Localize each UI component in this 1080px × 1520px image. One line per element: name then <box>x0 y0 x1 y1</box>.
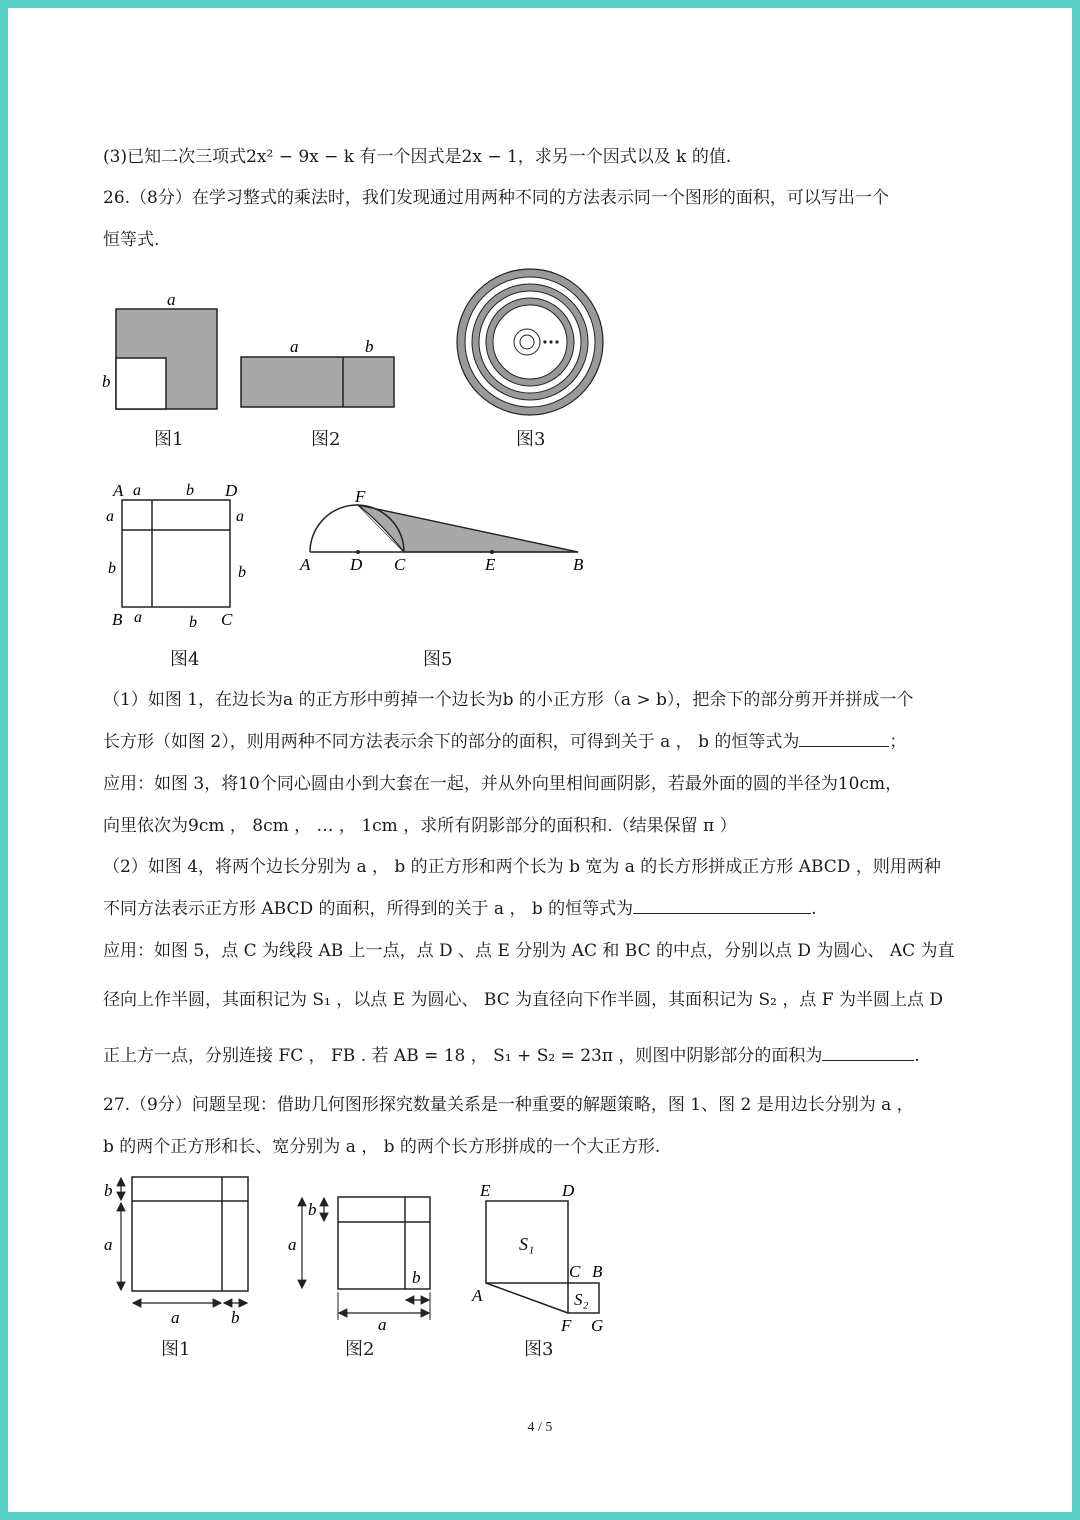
fig4-label-a-left: a <box>106 508 114 525</box>
page-number: 4 / 5 <box>527 1420 553 1435</box>
fig4-label-a-right: a <box>236 508 244 525</box>
q27-fig3-label-A: A <box>472 1286 483 1305</box>
fig5-label-F: F <box>355 487 366 506</box>
q27-fig2-label-b: b <box>308 1200 317 1219</box>
q27-caption-fig1: 图1 <box>161 1339 191 1360</box>
q27-fig1-label-b-bottom: b <box>231 1308 240 1327</box>
q26-caption-fig1: 图1 <box>154 429 184 450</box>
q27-caption-fig2: 图2 <box>345 1339 375 1360</box>
fig4-label-A: A <box>113 481 124 500</box>
q26-intro-line2: 恒等式. <box>103 230 160 250</box>
q26-p1-line2-text: 长方形（如图 2），则用两种不同方法表示余下的部分的面积，可得到关于 a ， b 的恒等式为 <box>103 732 800 752</box>
q26-app1-line2: 向里依次为9cm ， 8cm ， … ， 1cm ，求所有阴影部分的面积和.（结果保留 π ） <box>103 816 737 836</box>
fig5-label-C: C <box>394 555 406 574</box>
q27-fig1-label-a-bottom: a <box>171 1308 180 1327</box>
fig4-label-b-right: b <box>238 564 246 581</box>
q27-fig2-label-a-bottom: a <box>378 1315 387 1334</box>
q26-caption-fig3: 图3 <box>516 429 546 450</box>
q26-app2-line3-text: 正上方一点，分别连接 FC ， FB . 若 AB = 18 ， S₁ + S₂ = 23π ，则图中阴影部分的面积为 <box>103 1046 823 1066</box>
fig1-label-b: b <box>102 372 111 391</box>
q27-line1: 27.（9分）问题呈现：借助几何图形探究数量关系是一种重要的解题策略，图 1、图 2 是用边长分别为 a ， <box>103 1095 914 1115</box>
q27-fig2-label-b-inner: b <box>412 1268 421 1287</box>
q26-p1-line1: （1）如图 1，在边长为a 的正方形中剪掉一个边长为b 的小正方形（a > b），把余下的部分剪开并拼成一个 <box>103 690 914 710</box>
q26-app2-line3-end: . <box>914 1046 920 1066</box>
q26-app1-line1: 应用：如图 3，将10个同心圆由小到大套在一起，并从外向里相间画阴影，若最外面的圆的半径为10cm， <box>103 774 903 794</box>
q26-p2-line2-text: 不同方法表示正方形 ABCD 的面积，所得到的关于 a ， b 的恒等式为 <box>103 899 634 919</box>
q27-fig3-label-S1: S₁ <box>519 1234 535 1254</box>
q27-fig3-label-S2: S₂ <box>574 1290 589 1309</box>
q27-line2: b 的两个正方形和长、宽分别为 a ， b 的两个长方形拼成的一个大正方形. <box>103 1137 661 1157</box>
q26-p2-line2-end: . <box>811 899 817 919</box>
q26-intro-line1: 26.（8分）在学习整式的乘法时，我们发现通过用两种不同的方法表示同一个图形的面积，可以写出一个 <box>103 188 889 208</box>
fig5-label-B: B <box>573 555 584 574</box>
q27-fig1 <box>104 1177 248 1327</box>
fig4-label-a-bottom: a <box>134 609 142 626</box>
q27-fig3-label-D: D <box>562 1181 575 1200</box>
q27-fig3-label-B: B <box>592 1262 603 1281</box>
q26-p2-line1: （2）如图 4，将两个边长分别为 a ， b 的正方形和两个长为 b 宽为 a 的长方形拼成正方形 ABCD ，则用两种 <box>103 857 941 877</box>
q27-fig3-label-E: E <box>480 1181 491 1200</box>
q25-part3: (3)已知二次三项式2x² − 9x − k 有一个因式是2x − 1，求另一个因式以及 k 的值. <box>103 147 732 167</box>
fig1-label-a: a <box>167 290 176 309</box>
q27-fig2-label-a: a <box>288 1235 297 1254</box>
q27-caption-fig3: 图3 <box>524 1339 554 1360</box>
q26-caption-fig2: 图2 <box>311 429 341 450</box>
q27-fig2 <box>288 1197 430 1334</box>
fig5-label-D: D <box>350 555 363 574</box>
q26-caption-fig5: 图5 <box>423 649 453 670</box>
fig5-label-E: E <box>485 555 496 574</box>
q27-fig3-label-C: C <box>569 1262 581 1281</box>
fig4-label-b-bottom: b <box>189 614 197 631</box>
q26-p1-line2-end: ； <box>889 732 907 752</box>
q27-fig3-label-F: F <box>561 1316 572 1335</box>
q27-fig1-label-b: b <box>104 1181 113 1200</box>
q27-fig3 <box>471 1181 603 1335</box>
fig4-label-B: B <box>112 610 123 629</box>
q26-app2-line1: 应用：如图 5，点 C 为线段 AB 上一点，点 D 、点 E 分别为 AC 和 BC 的中点，分别以点 D 为圆心、 AC 为直 <box>103 941 955 961</box>
q26-caption-fig4: 图4 <box>170 649 200 670</box>
q27-fig3-label-G: G <box>591 1316 604 1335</box>
q26-app2-line2: 径向上作半圆，其面积记为 S₁ ，以点 E 为圆心、 BC 为直径向下作半圆，其面积记为 S₂ ，点 F 为半圆上点 D <box>103 990 944 1010</box>
fig4-label-a-top: a <box>133 482 141 499</box>
fig2-label-a: a <box>290 337 299 356</box>
fig4-label-b-left: b <box>108 560 116 577</box>
fig4-label-D: D <box>225 481 238 500</box>
fig2-label-b: b <box>365 337 374 356</box>
fig5-label-A: A <box>300 555 311 574</box>
fig4-label-b-top: b <box>186 482 194 499</box>
q27-fig1-label-a: a <box>104 1235 113 1254</box>
fig4-label-C: C <box>221 610 233 629</box>
